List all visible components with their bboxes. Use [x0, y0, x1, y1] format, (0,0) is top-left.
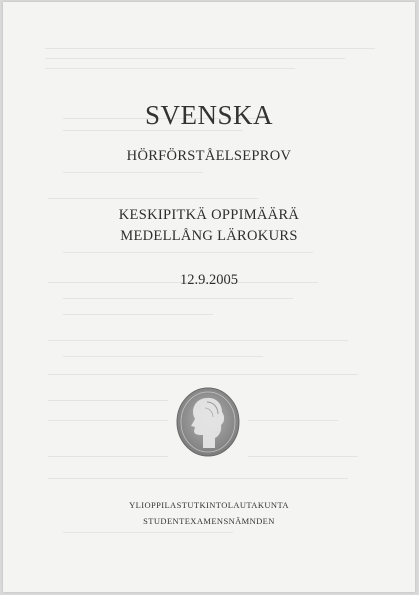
bleed-through-line [48, 400, 168, 401]
bleed-through-line [45, 48, 375, 49]
exam-board-finnish: YLIOPPILASTUTKINTOLAUTAKUNTA [129, 500, 289, 510]
course-level-swedish: MEDELLÅNG LÄROKURS [120, 228, 298, 244]
bleed-through-line [45, 58, 345, 59]
bleed-through-line [248, 420, 338, 421]
bleed-through-line [48, 374, 358, 375]
bleed-through-line [63, 532, 233, 533]
bleed-through-line [48, 478, 348, 479]
bleed-through-line [248, 456, 358, 457]
exam-date: 12.9.2005 [180, 272, 238, 288]
bleed-through-line [63, 356, 263, 357]
bleed-through-line [48, 456, 168, 457]
exam-type-title: HÖRFÖRSTÅELSEPROV [126, 148, 292, 164]
bleed-through-line [48, 420, 168, 421]
bleed-through-line [63, 314, 213, 315]
bleed-through-line [63, 252, 313, 253]
bleed-through-line [63, 172, 203, 173]
profile-head-emblem-icon [175, 386, 241, 458]
bleed-through-line [63, 298, 293, 299]
bleed-through-line [48, 340, 348, 341]
exam-board-swedish: STUDENTEXAMENSNÄMNDEN [143, 516, 275, 526]
course-level-finnish: KESKIPITKÄ OPPIMÄÄRÄ [118, 207, 300, 223]
subject-title: SVENSKA [144, 100, 274, 130]
bleed-through-line [45, 68, 295, 69]
bleed-through-line [48, 198, 258, 199]
exam-cover-page [3, 2, 415, 592]
